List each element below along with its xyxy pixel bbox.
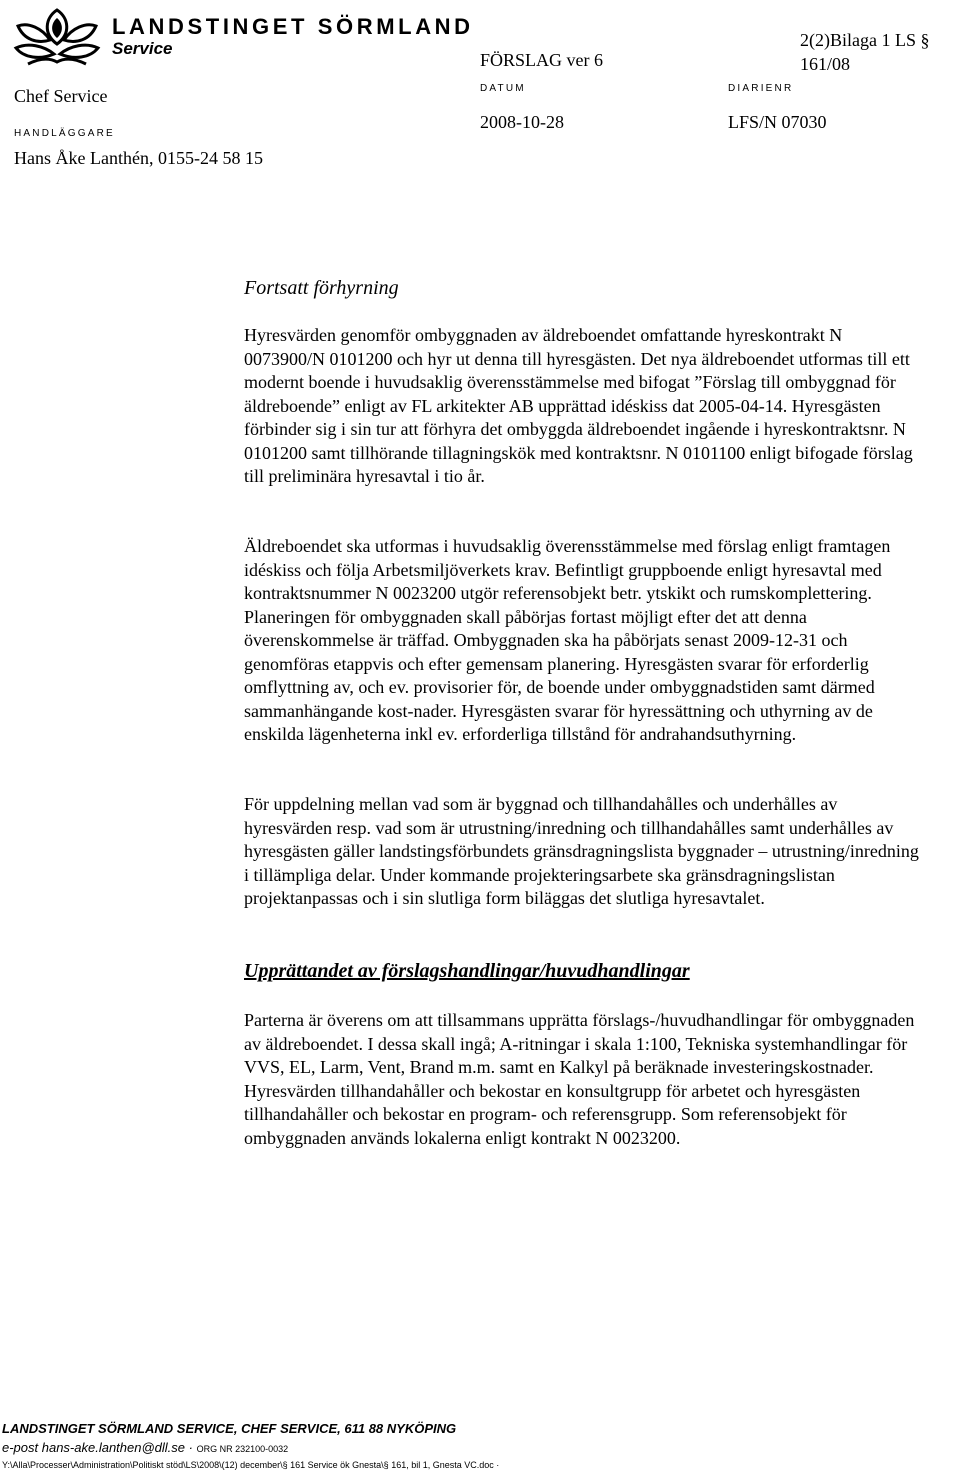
landstinget-logo-icon bbox=[10, 4, 105, 70]
paragraph-gransdragning: För uppdelning mellan vad som är byggnad och tillhandahålles och underhålles av hyresvärden resp. vad som är utrustning/inredning och tillhandahålles samt underhålles av hyresgästen gäller landstingsförbundets gränsdragningslista byggnader – utrustning/inredning i tillämpliga delar. Under kommande projekteringsarbete ska gränsdragningslistan projektanpassas och i sin slutliga form biläggas det slutliga hyresavtalet. bbox=[244, 794, 919, 908]
handlaggare-value: Hans Åke Lanthén, 0155-24 58 15 bbox=[14, 148, 263, 168]
paragraph-forhyrning: Hyresvärden genomför ombyggnaden av äldreboendet omfattande hyreskontrakt N 0073900/N 0101200 och hyr ut denna till hyresgästen. Det nya äldreboendet utformas till ett modernt boende i huvudsaklig överensstämmelse med bifogat ”Förslag till ombyggnad för äldreboende” enligt av FL arkitekter AB upprättad idéskiss dat 2005-04-14. Hyresgästen förbinder sig i sin tur att förhyra det ombyggda äldreboendet ingående i hyreskontraktsnr. N 0101200 samt tillhörande tillagningskök med kontraktsnr. N 0101100 enligt bifogade förslag till preliminära hyresavtal i tio år. bbox=[244, 325, 913, 486]
body-paragraph bbox=[244, 535, 924, 747]
page-reference-line2: 161/08 bbox=[800, 54, 851, 74]
section-heading-forslagshandlingar: Upprättandet av förslagshandlingar/huvudhandlingar bbox=[244, 960, 690, 982]
logo-title: LANDSTINGET SÖRMLAND bbox=[112, 14, 474, 39]
footer-file-path: Y:\Alla\Processer\Administration\Politiskt stöd\LS\2008\(12) december\§ 161 Service ök Gnesta\§ 161, bil 1, Gnesta VC.doc · bbox=[2, 1460, 500, 1470]
diarienr-value: LFS/N 07030 bbox=[728, 112, 827, 132]
footer-address: LANDSTINGET SÖRMLAND SERVICE, CHEF SERVICE, 611 88 NYKÖPING bbox=[2, 1421, 457, 1436]
datum-value: 2008-10-28 bbox=[480, 112, 564, 132]
unit-name: Chef Service bbox=[14, 86, 108, 106]
footer-contact bbox=[2, 1440, 288, 1455]
handlaggare-label: HANDLÄGGARE bbox=[14, 128, 115, 139]
diarienr-label: DIARIENR bbox=[728, 83, 794, 94]
body-paragraph bbox=[244, 1009, 924, 1150]
page-reference-line1: 2(2)Bilaga 1 LS § bbox=[800, 30, 930, 50]
datum-label: DATUM bbox=[480, 83, 526, 94]
logo-subtitle: Service bbox=[112, 39, 173, 58]
footer-separator: · bbox=[188, 1440, 193, 1455]
document-title: FÖRSLAG ver 6 bbox=[480, 50, 604, 70]
paragraph-utformning: Äldreboendet ska utformas i huvudsaklig överensstämmelse med förslag enligt framtagen idéskiss och följa Arbetsmiljöverkets krav. Befintligt gruppboende enligt hyresavtal med kontraktsnummer N 0023200 utgör referensobjekt betr. ytskikt och rumskomplettering. Planeringen för ombyggnaden skall påbörjas fortast möjligt efter det att denna överenskommelse är träffad. Ombyggnaden ska ha påbörjats senast 2009-12-31 och genomföras etappvis och efter gemensam planering. Hyresgästen svarar för erforderlig omflyttning av, och ev. provisorier för, de boende under ombyggnadstiden samt därmed sammanhängande kost-nader. Hyresgästen svarar för hyressättning och uthyrning av de enskilda lägenheterna inkl ev. erforderliga tillstånd för andrahandsuthyrning. bbox=[244, 536, 891, 744]
footer-email: e-post hans-ake.lanthen@dll.se bbox=[2, 1440, 186, 1455]
body-paragraph bbox=[244, 793, 924, 911]
section-heading-fortsatt-forhyrning: Fortsatt förhyrning bbox=[244, 277, 399, 299]
paragraph-forslagshandlingar: Parterna är överens om att tillsammans upprätta förslags-/huvudhandlingar för ombyggnaden av äldreboendet. I dessa skall ingå; A-ritningar i skala 1:100, Tekniska systemhandlingar för VVS, EL, Larm, Vent, Brand m.m. samt en Kalkyl på beräknade investeringskostnader. Hyresvärden tillhandahåller och bekostar en konsultgrupp för arbetet och hyresgästen tillhandahåller och bekostar en program- och referensgrupp. Som referensobjekt för ombyggnaden används lokalerna enligt kontrakt N 0023200. bbox=[244, 1010, 915, 1148]
footer-org-nr: ORG NR 232100-0032 bbox=[196, 1444, 289, 1454]
body-paragraph bbox=[244, 324, 924, 489]
